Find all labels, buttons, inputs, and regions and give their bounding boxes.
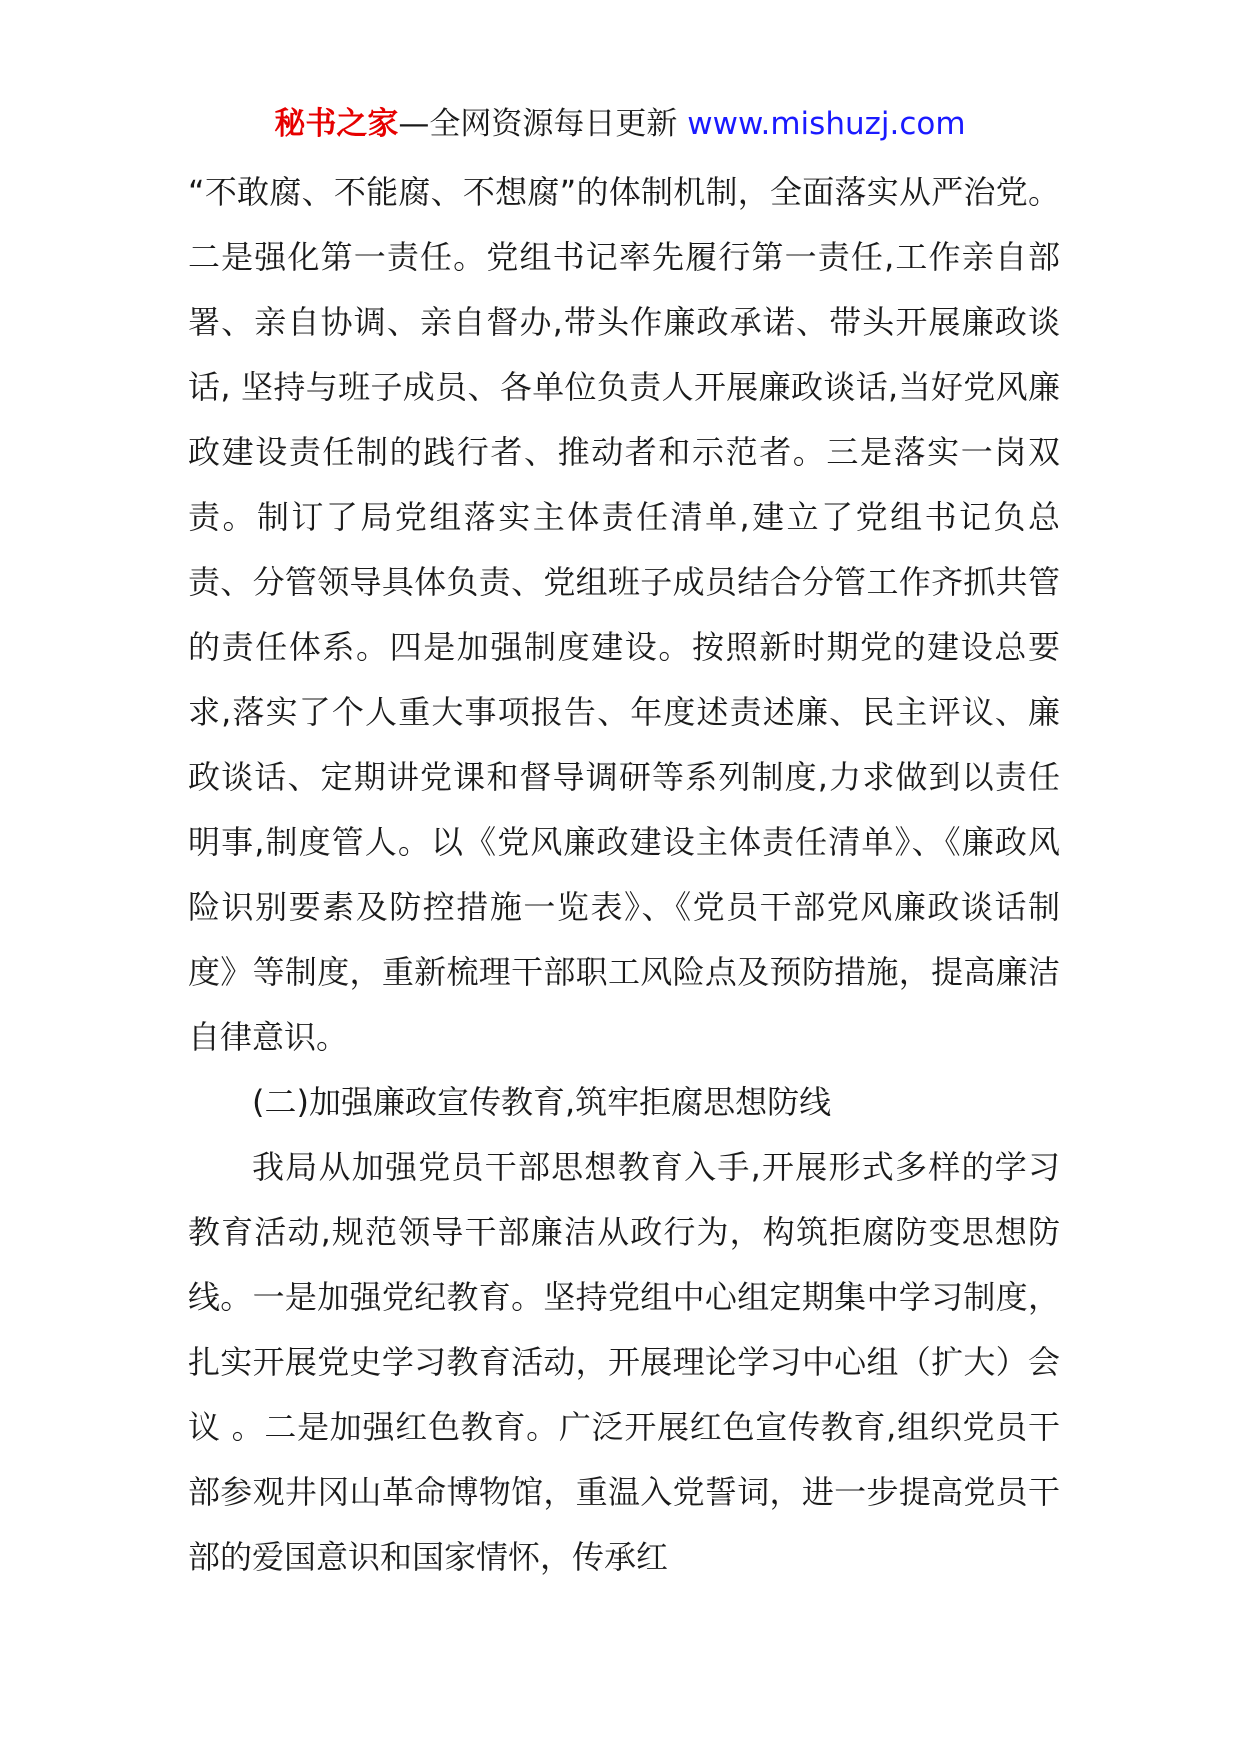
- paragraph-responsibility: “不敢腐、不能腐、不想腐”的体制机制，全面落实从严治党。二是强化第一责任。党组书记率先履行第一责任,工作亲自部署、亲自协调、亲自督办,带头作廉政承诺、带头开展廉政谈话, 坚持与班子成员、各单位负责人开展廉政谈话,当好党风廉政建设责任制的践行者、推动者和示范者。三是落实一岗双责。制订了局党组落实主体责任清单,建立了党组书记负总责、分管领导具体负责、党组班子成员结合分管工作齐抓共管的责任体系。四是加强制度建设。按照新时期党的建设总要求,落实了个人重大事项报告、年度述责述廉、民主评议、廉政谈话、定期讲党课和督导调研等系列制度,力求做到以责任明事,制度管人。以《党风廉政建设主体责任清单》、《廉政风险识别要素及防控措施一览表》、《党员干部党风廉政谈话制度》等制度，重新梳理干部职工风险点及预防措施，提高廉洁自律意识。: [188, 173, 1060, 1056]
- document-body: [188, 160, 1060, 1590]
- site-tagline: —全网资源每日更新: [398, 106, 688, 142]
- section-heading-2: (二)加强廉政宣传教育,筑牢拒腐思想防线: [252, 1083, 832, 1121]
- site-url[interactable]: www.mishuzj.com: [687, 106, 966, 142]
- paragraph-education: 我局从加强党员干部思想教育入手,开展形式多样的学习教育活动,规范领导干部廉洁从政行为，构筑拒腐防变思想防线。一是加强党纪教育。坚持党组中心组定期集中学习制度，扎实开展党史学习教育活动，开展理论学习中心组（扩大）会议 。二是加强红色教育。广泛开展红色宣传教育,组织党员干部参观井冈山革命博物馆，重温入党誓词，进一步提高党员干部的爱国意识和国家情怀，传承红: [188, 1148, 1060, 1576]
- site-brand: 秘书之家: [274, 106, 399, 142]
- site-header: [0, 102, 1240, 146]
